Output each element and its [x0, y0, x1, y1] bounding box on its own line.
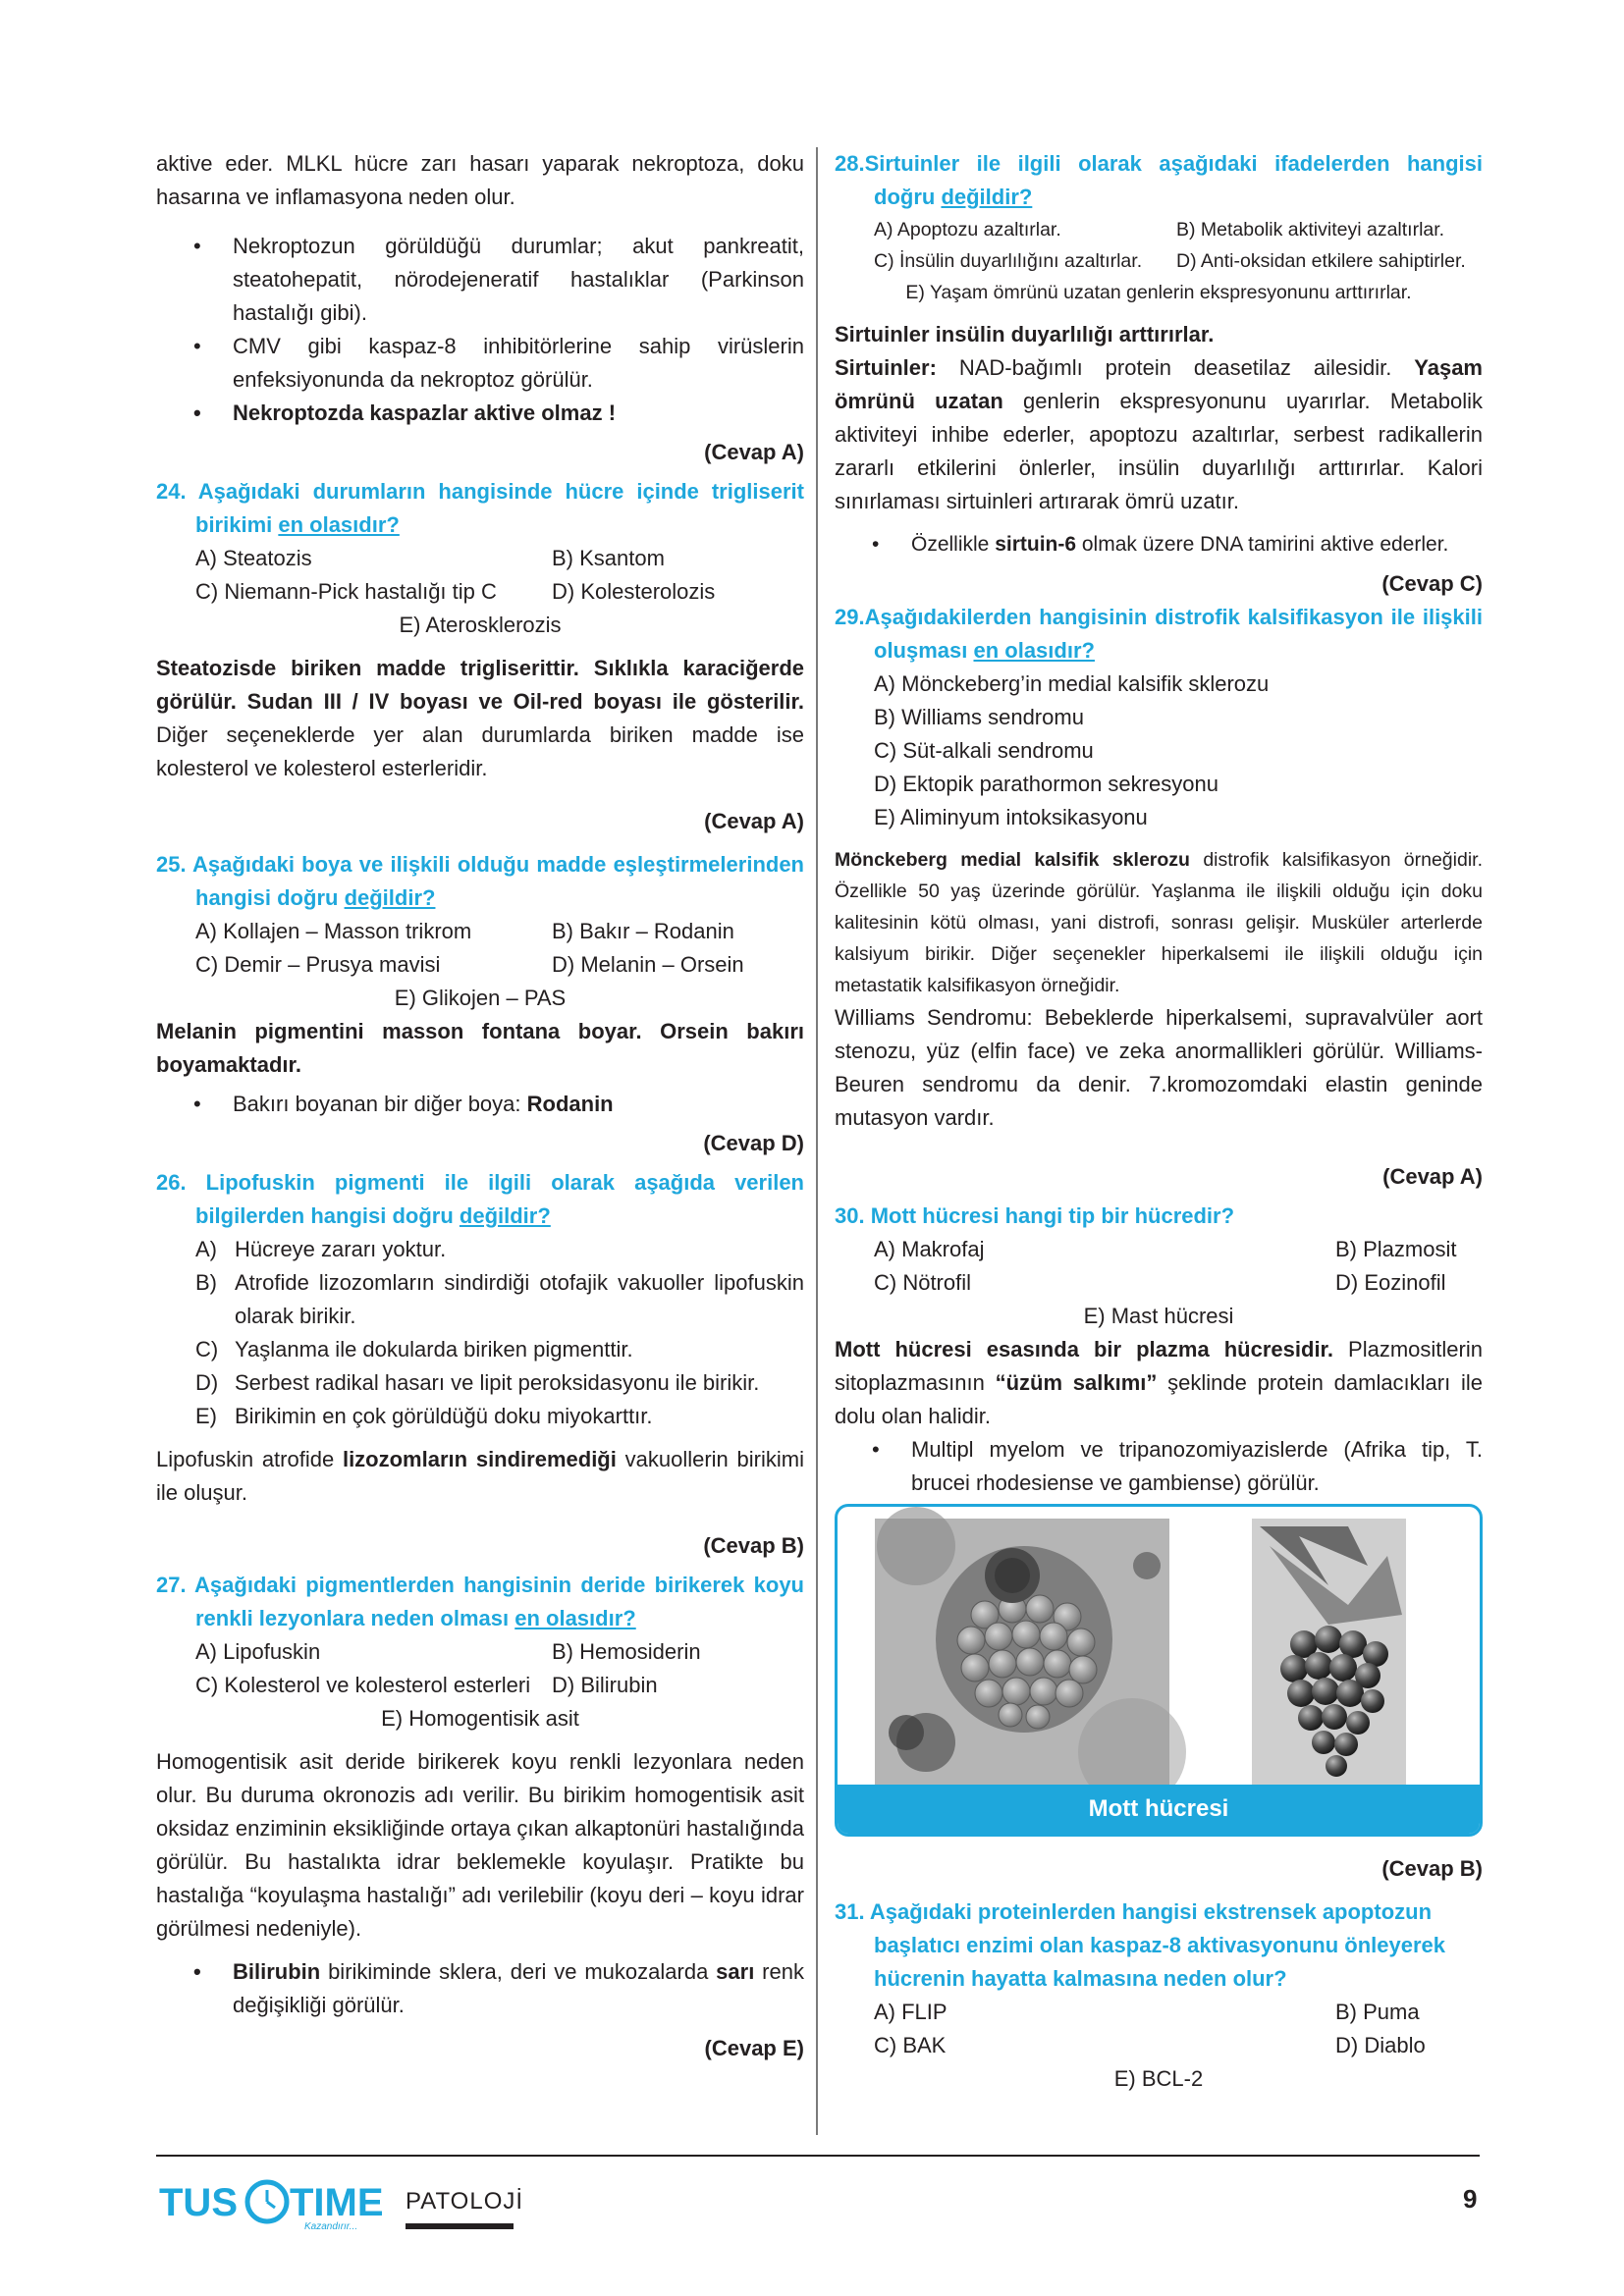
option-e: E) Mast hücresi: [1083, 1304, 1234, 1328]
option-a: A) Hücreye zararı yoktur.: [195, 1237, 447, 1261]
answer-label: (Cevap A): [1382, 1164, 1483, 1189]
question-31: 31. Aşağıdaki proteinlerden hangisi ekstrensek apoptozun başlatıcı enzimi olan kaspaz-8 aktivasyonunu önleyerek hücrenin hayatta kalmasına neden olur?: [835, 1899, 1446, 1991]
bullet-list: [156, 230, 804, 430]
mott-cell-figure: [835, 1504, 1483, 1837]
explanation-29-williams: Williams Sendromu: Bebeklerde hiperkalsemi, supravalvüler aort stenozu, yüz (elfin face) ve zeka anormallikleri görülür. Williams-Beuren sendromu da denir. 7.kromozomdaki elastin geninde mutasyon vardır.: [835, 1005, 1483, 1130]
option-c: C) Niemann-Pick hastalığı tip C: [195, 579, 497, 604]
option-d: D) Serbest radikal hasarı ve lipit peroksidasyonu ile birikir.: [195, 1370, 760, 1395]
page-number: 9: [1463, 2184, 1478, 2214]
explanation-26: Lipofuskin atrofide lizozomların sindiremediği vakuollerin birikimi ile oluşur.: [156, 1447, 804, 1505]
options-29: [874, 667, 1483, 834]
explanation-28: Sirtuinler: NAD-bağımlı protein deasetilaz ailesidir. Yaşam ömrünü uzatan genlerin ekspresyonunu uyarırlar. Metabolik aktiviteyi inhibe ederler, apoptozu azaltırlar, serbest radikallerin zararlı etkilerini önlerler, insülin duyarlılığı arttırırlar. Kalori sınırlaması sirtuinleri artırarak ömrü uzatır.: [835, 355, 1483, 513]
option-e: E) BCL-2: [1113, 2066, 1204, 2091]
option-b: B) Hemosiderin: [552, 1639, 701, 1664]
question-27: 27. Aşağıdaki pigmentlerden hangisinin deride birikerek koyu renkli lezyonlara neden olması en olasıdır?: [156, 1573, 804, 1630]
option-c: C) Yaşlanma ile dokularda biriken pigmenttir.: [195, 1337, 633, 1362]
answer-label: (Cevap A): [704, 440, 804, 464]
bullet-list: [156, 1955, 804, 2022]
option-d: D) Melanin – Orsein: [552, 952, 744, 977]
option-b: B) Puma: [1335, 2000, 1420, 2024]
question-24: 24. Aşağıdaki durumların hangisinde hücre içinde trigliserit birikimi en olasıdır?: [156, 479, 804, 537]
options-30: [874, 1233, 1483, 1300]
options-31: [874, 1996, 1483, 2062]
option-c: C) Demir – Prusya mavisi: [195, 952, 441, 977]
question-30: 30. Mott hücresi hangi tip bir hücredir?: [835, 1203, 1235, 1228]
question-25: 25. Aşağıdaki boya ve ilişkili olduğu madde eşleştirmelerinden hangisi doğru değildir?: [156, 852, 804, 910]
left-column: [156, 147, 804, 2065]
options-26: [195, 1233, 804, 1433]
option-e: E) Yaşam ömrünü uzatan genlerin ekspresyonunu arttırırlar.: [905, 282, 1412, 303]
footer-rule: [156, 2155, 1480, 2157]
option-a: A) FLIP: [874, 2000, 947, 2024]
list-item: • Nekroptozda kaspazlar aktive olmaz !: [193, 400, 617, 425]
figure-caption: Mott hücresi: [838, 1785, 1480, 1834]
answer-label: (Cevap D): [703, 1131, 804, 1155]
subject-underline: [406, 2223, 514, 2229]
option-b: B) Plazmosit: [1335, 1237, 1457, 1261]
option-d: D) Diablo: [1335, 2033, 1426, 2057]
options-24: [195, 542, 804, 609]
explanation-29: Mönckeberg medial kalsifik sklerozu distrofik kalsifikasyon örneğidir. Özellikle 50 yaş üzerinde görülür. Yaşlanma ile ilişkili olduğu için doku kalitesinin kötü olması, yani distrofi, sonrası gelişir. Musküler arterlerde kalsiyum birikir. Diğer seçenekler hiperkalsemi ile ilişkili olduğu için metastatik kalsifikasyon örneğidir.: [835, 849, 1483, 996]
option-e: E) Glikojen – PAS: [394, 986, 567, 1010]
logo-text-left: TUS: [159, 2181, 238, 2224]
option-a: A) Kollajen – Masson trikrom: [195, 919, 472, 943]
option-d: D) Bilirubin: [552, 1673, 658, 1697]
option-a: A) Makrofaj: [874, 1237, 985, 1261]
option-e: E) Homogentisik asit: [381, 1706, 579, 1731]
option-d: D) Eozinofil: [1335, 1270, 1446, 1295]
answer-label: (Cevap C): [1381, 571, 1483, 596]
option-d: D) Kolesterolozis: [552, 579, 716, 604]
list-item: • CMV gibi kaspaz-8 inhibitörlerine sahip virüslerin enfeksiyonunda da nekroptoz görülür.: [193, 334, 804, 392]
option-a: A) Steatozis: [195, 546, 312, 570]
list-item: • Özellikle sirtuin-6 olmak üzere DNA tamirini aktive ederler.: [872, 533, 1449, 556]
question-28: 28.Sirtuinler ile ilgili olarak aşağıdaki ifadelerden hangisi doğru değildir?: [835, 151, 1483, 209]
options-27: [195, 1635, 804, 1702]
logo-tagline: Kazandırır...: [304, 2221, 358, 2232]
list-item: • Nekroptozun görüldüğü durumlar; akut pankreatit, steatohepatit, nörodejeneratif hastalıklar (Parkinson hastalığı gibi).: [193, 234, 804, 325]
option-c: C) Süt-alkali sendromu: [874, 738, 1094, 763]
explanation-27: Homogentisik asit deride birikerek koyu renkli lezyonlara neden olur. Bu duruma okronozis adı verilir. Bu birikim homogentisik asit oksidaz enziminin eksikliğinde ortaya çıkan alkaptonüri hastalığında görülür. Bu hastalıkta idrar beklemekle koyulaşır. Pratikte bu hastalığa “koyulaşma hastalığı” adı verilebilir (koyu deri – koyu idrar görülmesi nedeniyle).: [156, 1749, 804, 1941]
option-e: E) Aterosklerozis: [399, 613, 562, 637]
option-b: B) Williams sendromu: [874, 705, 1084, 729]
list-item: • Bakırı boyanan bir diğer boya: Rodanin: [193, 1092, 614, 1116]
option-b: B) Ksantom: [552, 546, 665, 570]
option-e: E) Aliminyum intoksikasyonu: [874, 805, 1148, 829]
answer-label: (Cevap A): [704, 809, 804, 833]
option-b: B) Atrofide lizozomların sindirdiği otofajik vakuoller lipofuskin olarak birikir.: [195, 1270, 804, 1328]
answer-label: (Cevap E): [704, 2036, 804, 2060]
question-29: 29.Aşağıdakilerden hangisinin distrofik kalsifikasyon ile ilişkili oluşması en olasıdır?: [835, 605, 1483, 663]
option-c: C) İnsülin duyarlılığını azaltırlar.: [874, 250, 1143, 272]
right-column: [835, 147, 1483, 2096]
question-26: 26. Lipofuskin pigmenti ile ilgili olarak aşağıda verilen bilgilerden hangisi doğru değildir?: [156, 1170, 804, 1228]
list-item: • Bilirubin birikiminde sklera, deri ve mukozalarda sarı renk değişikliği görülür.: [193, 1959, 804, 2017]
list-item: • Multipl myelom ve tripanozomiyazislerde (Afrika tip, T. brucei rhodesiense ve gambiense) görülür.: [872, 1437, 1483, 1495]
bullet-list: [156, 1088, 804, 1121]
option-a: A) Lipofuskin: [195, 1639, 321, 1664]
option-c: C) BAK: [874, 2033, 947, 2057]
answer-label: (Cevap B): [703, 1533, 804, 1558]
explanation-28-title: Sirtuinler insülin duyarlılığı arttırırlar.: [835, 322, 1215, 347]
option-c: C) Nötrofil: [874, 1270, 972, 1295]
options-28: [874, 214, 1483, 277]
option-c: C) Kolesterol ve kolesterol esterleri: [195, 1673, 531, 1697]
answer-label: (Cevap B): [1381, 1856, 1483, 1881]
option-a: A) Apoptozu azaltırlar.: [874, 219, 1061, 240]
option-a: A) Mönckeberg’in medial kalsifik sklerozu: [874, 671, 1270, 696]
tustime-logo: [157, 2174, 403, 2233]
option-d: D) Ektopik parathormon sekresyonu: [874, 772, 1218, 796]
intro-text: aktive eder. MLKL hücre zarı hasarı yaparak nekroptoza, doku hasarına ve inflamasyona neden olur.: [156, 151, 804, 209]
subject-label: PATOLOJİ: [406, 2188, 524, 2215]
column-divider: [816, 147, 818, 2135]
explanation-25: Melanin pigmentini masson fontana boyar. Orsein bakırı boyamaktadır.: [156, 1019, 804, 1077]
option-d: D) Anti-oksidan etkilere sahiptirler.: [1176, 250, 1466, 272]
bullet-list: [835, 1433, 1483, 1500]
option-e: E) Birikimin en çok görüldüğü doku miyokarttır.: [195, 1404, 653, 1428]
logo-text-right: TIME: [290, 2181, 384, 2224]
option-b: B) Bakır – Rodanin: [552, 919, 734, 943]
options-25: [195, 915, 804, 982]
explanation-30: Mott hücresi esasında bir plazma hücresidir. Plazmositlerin sitoplazmasının “üzüm salkımı” şeklinde protein damlacıkları ile dolu olan halidir.: [835, 1337, 1483, 1428]
explanation-24: Steatozisde biriken madde trigliserittir. Sıklıkla karaciğerde görülür. Sudan III / IV boyası ve Oil-red boyası ile gösterilir. Diğer seçeneklerde yer alan durumlarda biriken madde ise kolesterol ve kolesterol esterleridir.: [156, 656, 804, 780]
option-b: B) Metabolik aktiviteyi azaltırlar.: [1176, 219, 1445, 240]
bullet-list: [835, 528, 1483, 561]
